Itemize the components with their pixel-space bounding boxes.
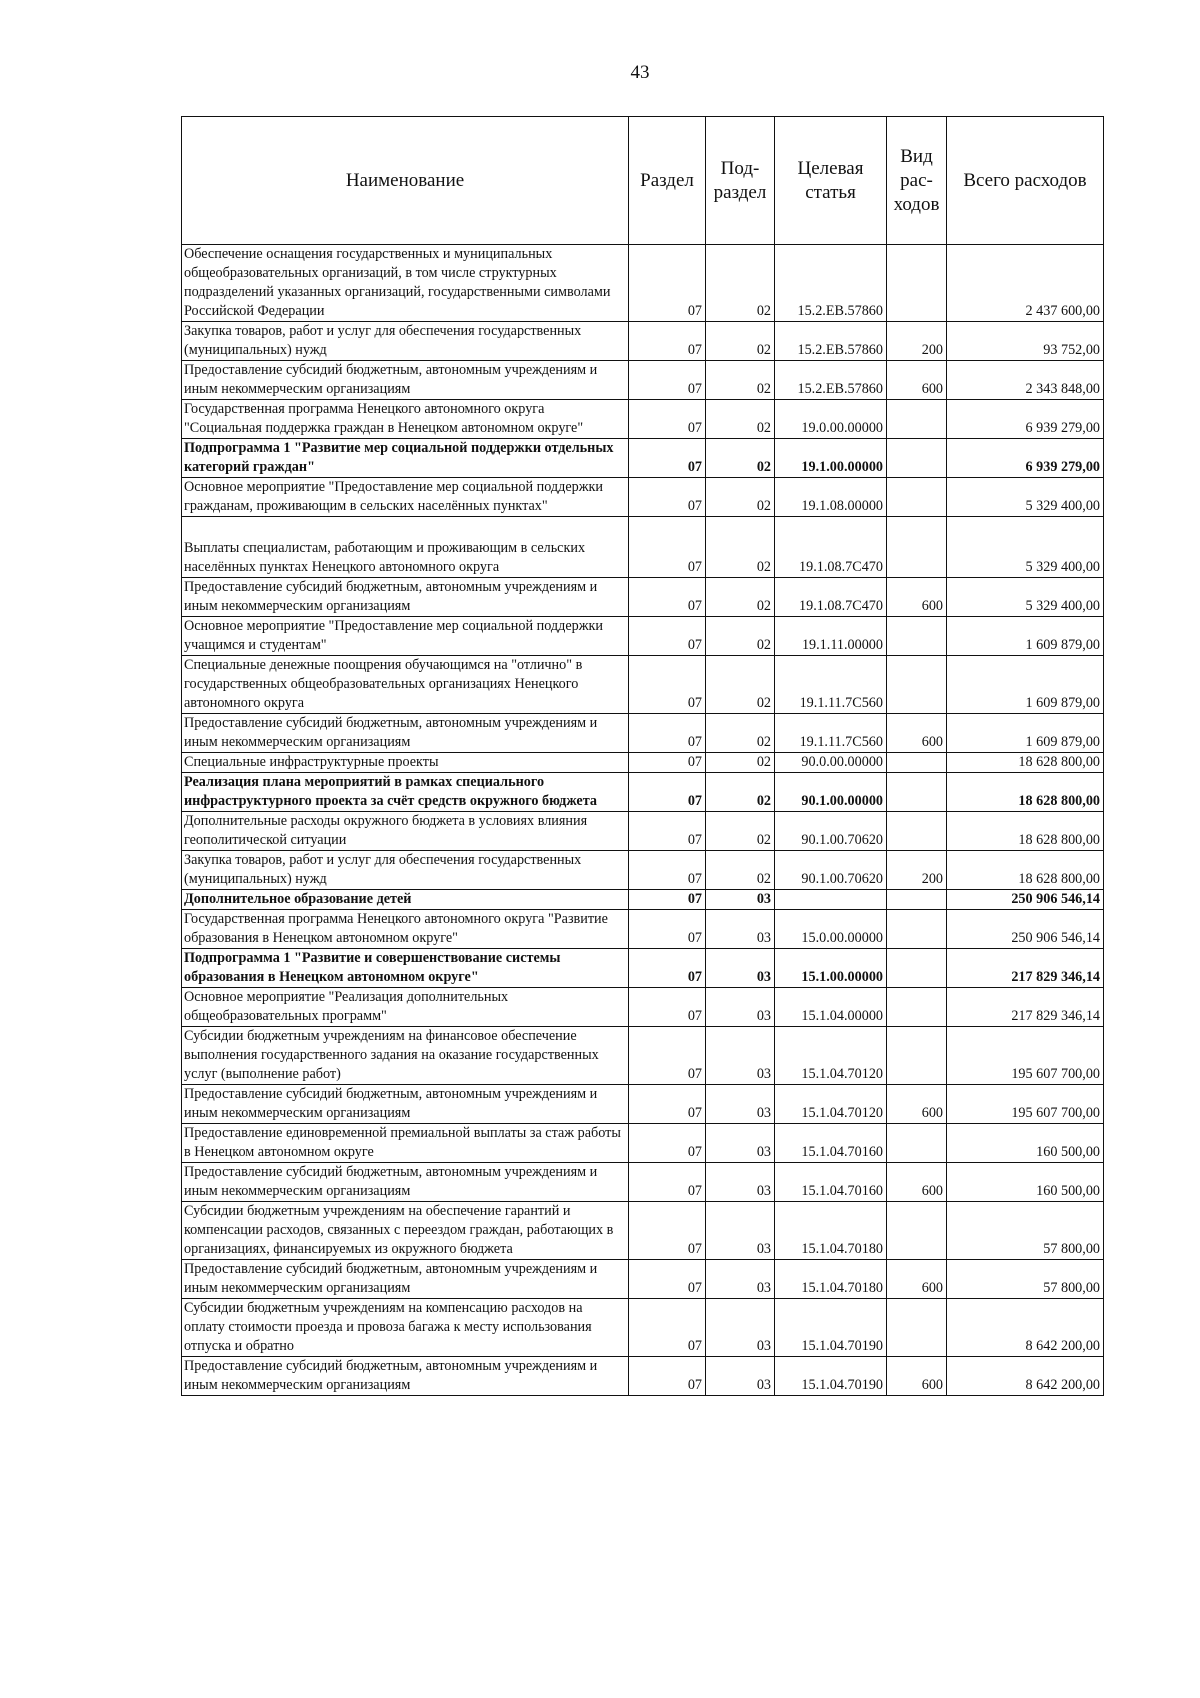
table-row (182, 1260, 1104, 1299)
cell-vid (887, 245, 947, 322)
table-row (182, 753, 1104, 773)
cell-name: Предоставление субсидий бюджетным, автономным учреждениям и иным некоммерческим организациям (182, 361, 629, 400)
cell-celevaya: 19.0.00.00000 (775, 400, 887, 439)
cell-razdel: 07 (629, 1085, 706, 1124)
cell-podrazdel: 02 (706, 322, 775, 361)
cell-celevaya: 19.1.08.7С470 (775, 517, 887, 578)
cell-podrazdel: 03 (706, 949, 775, 988)
cell-celevaya: 15.2.ЕВ.57860 (775, 322, 887, 361)
cell-razdel: 07 (629, 656, 706, 714)
cell-name: Дополнительное образование детей (182, 890, 629, 910)
cell-razdel: 07 (629, 988, 706, 1027)
cell-vid (887, 1124, 947, 1163)
cell-celevaya: 15.1.04.70190 (775, 1299, 887, 1357)
cell-name: Субсидии бюджетным учреждениям на обеспечение гарантий и компенсации расходов, связанных с переездом граждан, работающих в организациях, финансируемых из окружного бюджета (182, 1202, 629, 1260)
cell-razdel: 07 (629, 478, 706, 517)
table-header-row (182, 117, 1104, 245)
cell-razdel: 07 (629, 517, 706, 578)
cell-podrazdel: 03 (706, 1163, 775, 1202)
table-row (182, 1299, 1104, 1357)
cell-celevaya: 15.1.04.70190 (775, 1357, 887, 1396)
cell-name: Основное мероприятие "Предоставление мер социальной поддержки учащимся и студентам" (182, 617, 629, 656)
cell-vid (887, 949, 947, 988)
cell-total: 6 939 279,00 (947, 400, 1104, 439)
cell-podrazdel: 02 (706, 517, 775, 578)
cell-total: 18 628 800,00 (947, 851, 1104, 890)
cell-name: Основное мероприятие "Предоставление мер социальной поддержки гражданам, проживающим в сельских населённых пунктах" (182, 478, 629, 517)
cell-total: 250 906 546,14 (947, 910, 1104, 949)
cell-celevaya: 90.1.00.00000 (775, 773, 887, 812)
cell-name: Субсидии бюджетным учреждениям на финансовое обеспечение выполнения государственного задания на оказание государственных услуг (выполнение работ) (182, 1027, 629, 1085)
table-row (182, 1357, 1104, 1396)
cell-vid: 600 (887, 1163, 947, 1202)
cell-celevaya: 15.1.04.70180 (775, 1202, 887, 1260)
cell-podrazdel: 03 (706, 1260, 775, 1299)
cell-celevaya: 19.1.08.7С470 (775, 578, 887, 617)
cell-name: Закупка товаров, работ и услуг для обеспечения государственных (муниципальных) нужд (182, 322, 629, 361)
cell-podrazdel: 02 (706, 773, 775, 812)
cell-celevaya: 15.1.04.70160 (775, 1124, 887, 1163)
cell-total: 1 609 879,00 (947, 656, 1104, 714)
cell-total: 57 800,00 (947, 1260, 1104, 1299)
cell-razdel: 07 (629, 400, 706, 439)
cell-celevaya (775, 890, 887, 910)
cell-name: Государственная программа Ненецкого автономного округа "Развитие образования в Ненецком автономном округе" (182, 910, 629, 949)
table-row (182, 361, 1104, 400)
cell-total: 8 642 200,00 (947, 1299, 1104, 1357)
cell-celevaya: 15.1.04.70120 (775, 1027, 887, 1085)
cell-total: 18 628 800,00 (947, 773, 1104, 812)
table-row (182, 578, 1104, 617)
table-row (182, 1202, 1104, 1260)
cell-razdel: 07 (629, 851, 706, 890)
table-row (182, 617, 1104, 656)
cell-podrazdel: 02 (706, 361, 775, 400)
cell-vid (887, 517, 947, 578)
cell-celevaya: 19.1.11.7С560 (775, 656, 887, 714)
cell-razdel: 07 (629, 322, 706, 361)
cell-podrazdel: 02 (706, 478, 775, 517)
cell-razdel: 07 (629, 773, 706, 812)
cell-name: Предоставление субсидий бюджетным, автономным учреждениям и иным некоммерческим организациям (182, 1085, 629, 1124)
page-number: 43 (630, 62, 650, 83)
cell-name: Специальные денежные поощрения обучающимся на "отлично" в государственных общеобразовательных организациях Ненецкого автономного округа (182, 656, 629, 714)
cell-vid (887, 890, 947, 910)
cell-name: Выплаты специалистам, работающим и проживающим в сельских населённых пунктах Ненецкого автономного округа (182, 517, 629, 578)
cell-vid: 600 (887, 578, 947, 617)
cell-podrazdel: 03 (706, 890, 775, 910)
table-row (182, 322, 1104, 361)
cell-name: Предоставление субсидий бюджетным, автономным учреждениям и иным некоммерческим организациям (182, 1260, 629, 1299)
cell-name: Государственная программа Ненецкого автономного округа "Социальная поддержка граждан в Ненецком автономном округе" (182, 400, 629, 439)
cell-celevaya: 15.2.ЕВ.57860 (775, 361, 887, 400)
cell-podrazdel: 03 (706, 1357, 775, 1396)
cell-total: 160 500,00 (947, 1163, 1104, 1202)
cell-name: Предоставление субсидий бюджетным, автономным учреждениям и иным некоммерческим организациям (182, 578, 629, 617)
cell-total: 1 609 879,00 (947, 617, 1104, 656)
cell-podrazdel: 02 (706, 656, 775, 714)
table-row (182, 1163, 1104, 1202)
cell-vid (887, 812, 947, 851)
cell-podrazdel: 03 (706, 1124, 775, 1163)
cell-vid (887, 617, 947, 656)
table-row (182, 1027, 1104, 1085)
cell-total: 5 329 400,00 (947, 517, 1104, 578)
cell-podrazdel: 02 (706, 617, 775, 656)
table-row (182, 851, 1104, 890)
cell-podrazdel: 02 (706, 245, 775, 322)
cell-vid: 200 (887, 322, 947, 361)
cell-total: 250 906 546,14 (947, 890, 1104, 910)
header-name: Наименование (182, 117, 629, 245)
cell-razdel: 07 (629, 578, 706, 617)
cell-podrazdel: 02 (706, 400, 775, 439)
cell-celevaya: 19.1.11.00000 (775, 617, 887, 656)
cell-vid (887, 988, 947, 1027)
cell-vid (887, 910, 947, 949)
cell-podrazdel: 03 (706, 1085, 775, 1124)
cell-total: 217 829 346,14 (947, 949, 1104, 988)
cell-celevaya: 15.0.00.00000 (775, 910, 887, 949)
table-row (182, 656, 1104, 714)
cell-razdel: 07 (629, 910, 706, 949)
header-total: Всего расходов (947, 117, 1104, 245)
cell-name: Дополнительные расходы окружного бюджета в условиях влияния геополитической ситуации (182, 812, 629, 851)
cell-vid: 600 (887, 361, 947, 400)
cell-razdel: 07 (629, 753, 706, 773)
cell-celevaya: 15.1.04.70180 (775, 1260, 887, 1299)
cell-razdel: 07 (629, 245, 706, 322)
cell-celevaya: 90.1.00.70620 (775, 851, 887, 890)
cell-name: Основное мероприятие "Реализация дополнительных общеобразовательных программ" (182, 988, 629, 1027)
cell-vid (887, 656, 947, 714)
cell-podrazdel: 02 (706, 851, 775, 890)
cell-razdel: 07 (629, 890, 706, 910)
cell-name: Подпрограмма 1 "Развитие мер социальной поддержки отдельных категорий граждан" (182, 439, 629, 478)
cell-name: Подпрограмма 1 "Развитие и совершенствование системы образования в Ненецком автономном округе" (182, 949, 629, 988)
cell-razdel: 07 (629, 949, 706, 988)
cell-total: 93 752,00 (947, 322, 1104, 361)
cell-total: 5 329 400,00 (947, 478, 1104, 517)
header-razdel: Раздел (629, 117, 706, 245)
cell-vid: 600 (887, 1085, 947, 1124)
cell-celevaya: 90.1.00.70620 (775, 812, 887, 851)
cell-total: 8 642 200,00 (947, 1357, 1104, 1396)
cell-podrazdel: 02 (706, 714, 775, 753)
table-body (182, 245, 1104, 1396)
cell-razdel: 07 (629, 1260, 706, 1299)
table-row (182, 812, 1104, 851)
cell-name: Закупка товаров, работ и услуг для обеспечения государственных (муниципальных) нужд (182, 851, 629, 890)
cell-podrazdel: 03 (706, 1202, 775, 1260)
cell-vid: 200 (887, 851, 947, 890)
cell-total: 1 609 879,00 (947, 714, 1104, 753)
cell-total: 195 607 700,00 (947, 1027, 1104, 1085)
cell-vid (887, 1299, 947, 1357)
cell-razdel: 07 (629, 1202, 706, 1260)
cell-name: Специальные инфраструктурные проекты (182, 753, 629, 773)
cell-celevaya: 15.1.04.70160 (775, 1163, 887, 1202)
table-row (182, 890, 1104, 910)
table-row (182, 714, 1104, 753)
header-vid: Вид рас- ходов (887, 117, 947, 245)
cell-vid: 600 (887, 1357, 947, 1396)
cell-celevaya: 19.1.11.7С560 (775, 714, 887, 753)
cell-podrazdel: 03 (706, 910, 775, 949)
cell-razdel: 07 (629, 617, 706, 656)
cell-razdel: 07 (629, 812, 706, 851)
cell-podrazdel: 02 (706, 812, 775, 851)
cell-total: 6 939 279,00 (947, 439, 1104, 478)
cell-total: 5 329 400,00 (947, 578, 1104, 617)
table-row (182, 988, 1104, 1027)
cell-razdel: 07 (629, 1357, 706, 1396)
cell-celevaya: 15.1.04.00000 (775, 988, 887, 1027)
cell-vid (887, 439, 947, 478)
cell-total: 217 829 346,14 (947, 988, 1104, 1027)
cell-total: 18 628 800,00 (947, 753, 1104, 773)
cell-name: Предоставление субсидий бюджетным, автономным учреждениям и иным некоммерческим организациям (182, 1163, 629, 1202)
table-row (182, 949, 1104, 988)
cell-podrazdel: 03 (706, 988, 775, 1027)
cell-razdel: 07 (629, 1124, 706, 1163)
cell-total: 18 628 800,00 (947, 812, 1104, 851)
cell-vid (887, 1202, 947, 1260)
table-row (182, 773, 1104, 812)
table-row (182, 400, 1104, 439)
budget-table (181, 116, 1104, 1396)
cell-vid (887, 773, 947, 812)
table-row (182, 1124, 1104, 1163)
cell-total: 195 607 700,00 (947, 1085, 1104, 1124)
cell-celevaya: 90.0.00.00000 (775, 753, 887, 773)
header-podrazdel: Под- раздел (706, 117, 775, 245)
cell-celevaya: 15.1.00.00000 (775, 949, 887, 988)
cell-name: Предоставление единовременной премиальной выплаты за стаж работы в Ненецком автономном округе (182, 1124, 629, 1163)
table-row (182, 478, 1104, 517)
cell-name: Обеспечение оснащения государственных и муниципальных общеобразовательных организаций, в том числе структурных подразделений указанных организаций, государственными символами Российской Федерации (182, 245, 629, 322)
cell-razdel: 07 (629, 439, 706, 478)
cell-vid (887, 753, 947, 773)
cell-razdel: 07 (629, 1163, 706, 1202)
cell-celevaya: 19.1.00.00000 (775, 439, 887, 478)
cell-podrazdel: 02 (706, 439, 775, 478)
table-row (182, 910, 1104, 949)
cell-vid: 600 (887, 714, 947, 753)
cell-podrazdel: 03 (706, 1299, 775, 1357)
cell-total: 2 343 848,00 (947, 361, 1104, 400)
table-row (182, 439, 1104, 478)
cell-total: 2 437 600,00 (947, 245, 1104, 322)
cell-name: Предоставление субсидий бюджетным, автономным учреждениям и иным некоммерческим организациям (182, 714, 629, 753)
table-row (182, 1085, 1104, 1124)
cell-celevaya: 19.1.08.00000 (775, 478, 887, 517)
cell-celevaya: 15.2.ЕВ.57860 (775, 245, 887, 322)
cell-vid: 600 (887, 1260, 947, 1299)
table-row (182, 517, 1104, 578)
header-celevaya: Целевая статья (775, 117, 887, 245)
cell-vid (887, 1027, 947, 1085)
cell-razdel: 07 (629, 361, 706, 400)
cell-podrazdel: 03 (706, 1027, 775, 1085)
table-row (182, 245, 1104, 322)
cell-razdel: 07 (629, 1299, 706, 1357)
cell-podrazdel: 02 (706, 578, 775, 617)
cell-vid (887, 478, 947, 517)
cell-vid (887, 400, 947, 439)
cell-name: Предоставление субсидий бюджетным, автономным учреждениям и иным некоммерческим организациям (182, 1357, 629, 1396)
cell-razdel: 07 (629, 1027, 706, 1085)
cell-total: 160 500,00 (947, 1124, 1104, 1163)
cell-name: Субсидии бюджетным учреждениям на компенсацию расходов на оплату стоимости проезда и провоза багажа к месту использования отпуска и обратно (182, 1299, 629, 1357)
cell-razdel: 07 (629, 714, 706, 753)
cell-podrazdel: 02 (706, 753, 775, 773)
cell-total: 57 800,00 (947, 1202, 1104, 1260)
cell-name: Реализация плана мероприятий в рамках специального инфраструктурного проекта за счёт средств окружного бюджета (182, 773, 629, 812)
cell-celevaya: 15.1.04.70120 (775, 1085, 887, 1124)
